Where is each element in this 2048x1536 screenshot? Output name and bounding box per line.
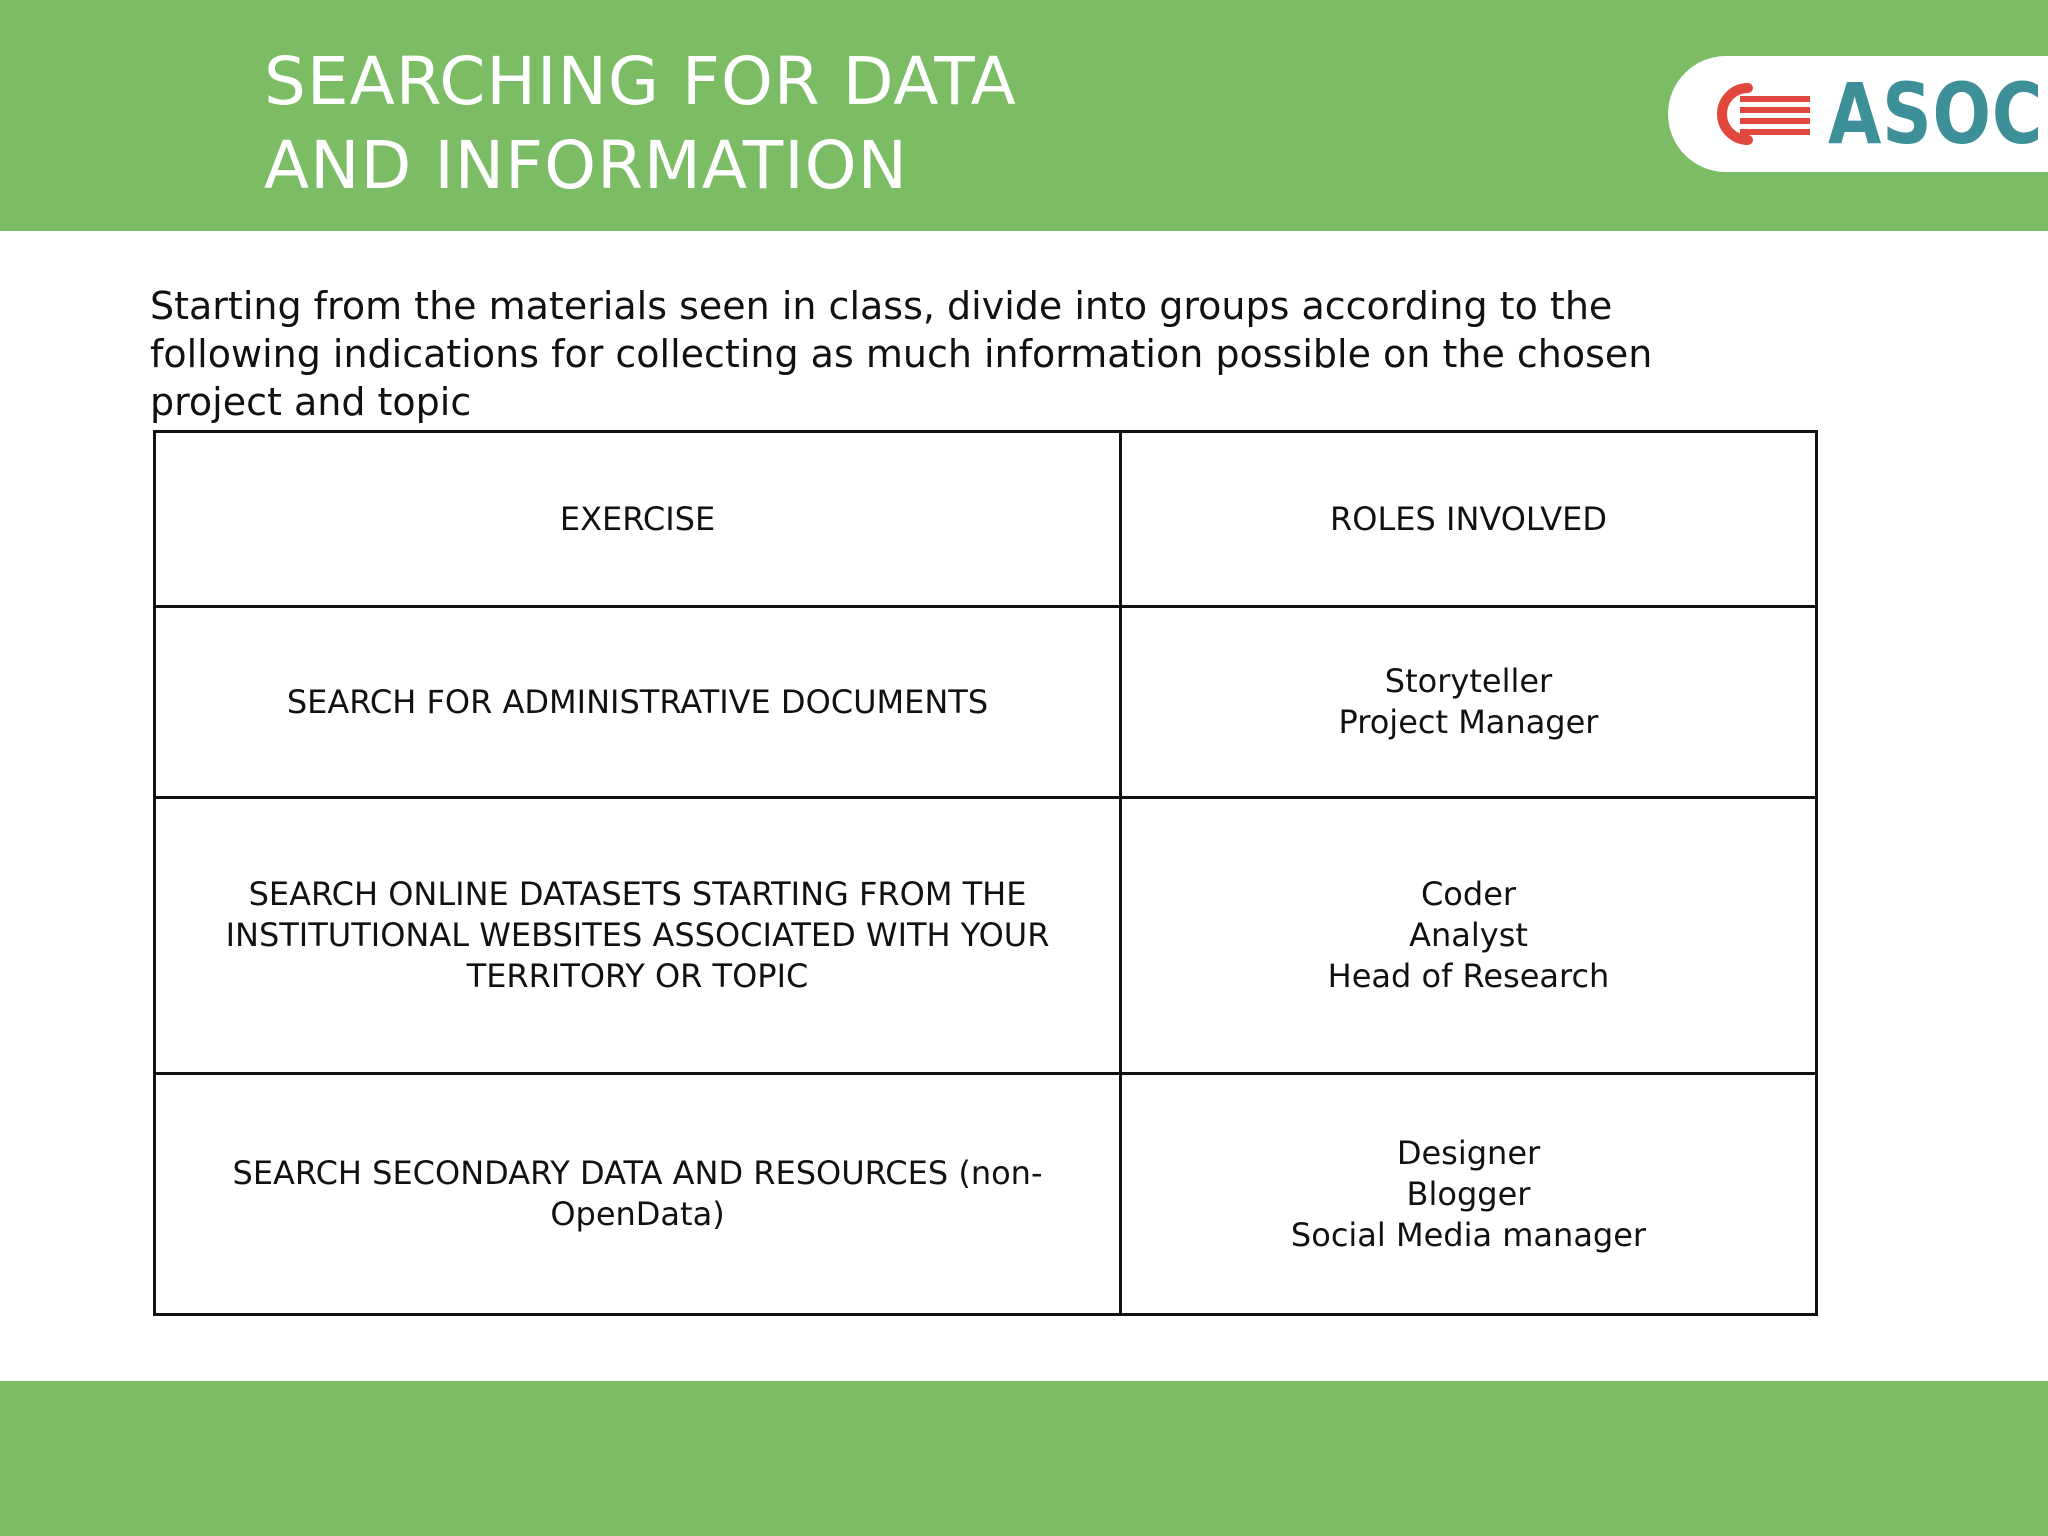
footer-band xyxy=(0,1381,2048,1536)
role-item: Analyst xyxy=(1409,916,1528,954)
role-item: Storyteller xyxy=(1384,662,1553,700)
role-item: Coder xyxy=(1420,875,1517,913)
table-row xyxy=(155,607,1817,798)
slide-title-line-2: AND INFORMATION xyxy=(264,127,908,204)
roles-cell xyxy=(1121,798,1817,1074)
asoc-logo-mark-icon xyxy=(1708,82,1818,146)
roles-cell xyxy=(1121,1074,1817,1315)
exercise-cell: SEARCH FOR ADMINISTRATIVE DOCUMENTS xyxy=(155,607,1121,798)
roles-cell xyxy=(1121,607,1817,798)
exercise-roles-table xyxy=(153,430,1818,1316)
role-item: Project Manager xyxy=(1338,703,1599,741)
slide-title-line-1: SEARCHING FOR DATA xyxy=(264,43,1017,120)
table-row xyxy=(155,798,1817,1074)
role-item: Head of Research xyxy=(1327,957,1610,995)
header-roles-involved: ROLES INVOLVED xyxy=(1121,432,1817,607)
header-exercise: EXERCISE xyxy=(155,432,1121,607)
exercise-cell: SEARCH SECONDARY DATA AND RESOURCES (non-OpenData) xyxy=(155,1074,1121,1315)
intro-paragraph: Starting from the materials seen in class, divide into groups according to the following indications for collecting as much information possible on the chosen project and topic xyxy=(150,284,1653,424)
slide-title xyxy=(264,40,1017,208)
role-item: Blogger xyxy=(1406,1174,1531,1213)
exercise-cell: SEARCH ONLINE DATASETS STARTING FROM THE INSTITUTIONAL WEBSITES ASSOCIATED WITH YOUR TERRITORY OR TOPIC xyxy=(155,798,1121,1074)
role-item: Designer xyxy=(1396,1133,1541,1172)
asoc-logo xyxy=(1668,56,2048,172)
role-item: Social Media manager xyxy=(1290,1215,1647,1254)
asoc-logo-text: ASOC xyxy=(1828,65,2044,163)
table-header-row xyxy=(155,432,1817,607)
table-row xyxy=(155,1074,1817,1315)
